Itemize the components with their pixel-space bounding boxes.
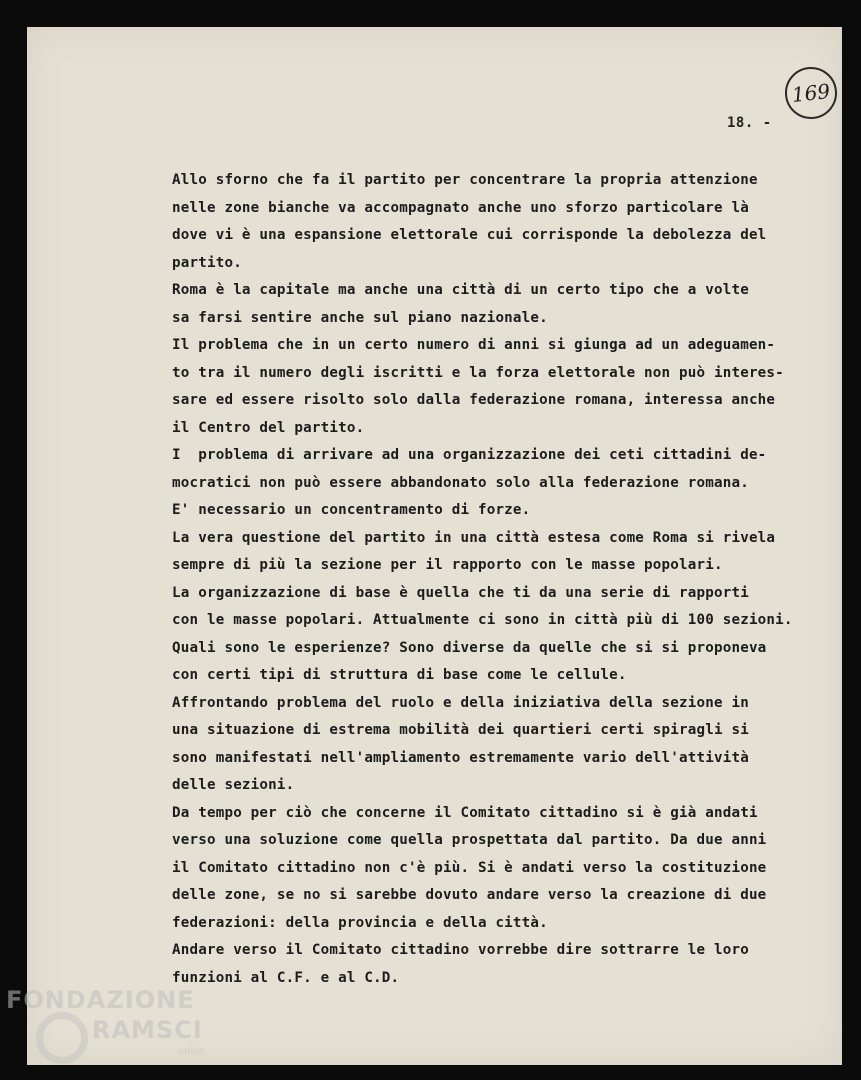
text-line: La vera questione del partito in una città estesa come Roma si rivela bbox=[172, 529, 776, 546]
text-line: La organizzazione di base è quella che ti da una serie di rapporti bbox=[172, 584, 749, 601]
text-line: partito. bbox=[172, 254, 242, 271]
watermark-bottom-text: RAMSCI bbox=[92, 1016, 203, 1044]
text-line: federazioni: della provincia e della città. bbox=[172, 914, 548, 931]
watermark-top-text: FONDAZIONE bbox=[6, 986, 195, 1014]
text-line: nelle zone bianche va accompagnato anche uno sforzo particolare là bbox=[172, 199, 749, 216]
text-line: delle sezioni. bbox=[172, 777, 295, 793]
text-line: con le masse popolari. Attualmente ci sono in città più di 100 sezioni. bbox=[172, 612, 793, 628]
text-line: Da tempo per ciò che concerne il Comitato cittadino si è già andati bbox=[172, 804, 758, 821]
page-number: 18. - bbox=[727, 115, 772, 131]
text-line: Il problema che in un certo numero di anni si giunga ad un adeguamen- bbox=[172, 337, 776, 353]
g-logo-icon bbox=[36, 1012, 88, 1064]
text-line: sempre di più la sezione per il rapporto con le masse popolari. bbox=[172, 557, 723, 573]
text-line: Allo sforno che fa il partito per concentrare la propria attenzione bbox=[172, 172, 758, 188]
text-line: una situazione di estrema mobilità dei quartieri certi spiragli si bbox=[172, 722, 749, 738]
text-line: mocratici non può essere abbandonato solo alla federazione romana. bbox=[172, 474, 749, 491]
text-line: to tra il numero degli iscritti e la forza elettorale non può interes- bbox=[172, 364, 784, 381]
text-line: funzioni al C.F. e al C.D. bbox=[172, 969, 400, 986]
text-line: Affrontando problema del ruolo e della iniziativa della sezione in bbox=[172, 694, 749, 711]
text-line: il Centro del partito. bbox=[172, 419, 365, 436]
text-line: sare ed essere risolto solo dalla federazione romana, interessa anche bbox=[172, 392, 776, 408]
typewritten-body bbox=[172, 167, 852, 992]
text-line: dove vi è una espansione elettorale cui corrisponde la debolezza del bbox=[172, 227, 767, 243]
text-line: sa farsi sentire anche sul piano nazionale. bbox=[172, 309, 548, 326]
document-page bbox=[27, 27, 842, 1065]
archive-number-stamp: 169 bbox=[782, 64, 839, 121]
text-line: con certi tipi di struttura di base come le cellule. bbox=[172, 667, 627, 683]
text-line: il Comitato cittadino non c'è più. Si è andati verso la costituzione bbox=[172, 859, 767, 876]
text-line: sono manifestati nell'ampliamento estremamente vario dell'attività bbox=[172, 749, 749, 766]
text-line: verso una soluzione come quella prospettata dal partito. Da due anni bbox=[172, 832, 767, 848]
text-line: I problema di arrivare ad una organizzazione dei ceti cittadini de- bbox=[172, 447, 767, 463]
text-line: Roma è la capitale ma anche una città di un certo tipo che a volte bbox=[172, 282, 749, 298]
text-line: delle zone, se no si sarebbe dovuto andare verso la creazione di due bbox=[172, 887, 767, 903]
fondazione-gramsci-watermark bbox=[6, 986, 236, 1076]
watermark-sub-text: onlus bbox=[178, 1046, 205, 1057]
text-line: Andare verso il Comitato cittadino vorrebbe dire sottrarre le loro bbox=[172, 942, 749, 958]
text-line: Quali sono le esperienze? Sono diverse da quelle che si si proponeva bbox=[172, 639, 767, 656]
text-line: E' necessario un concentramento di forze. bbox=[172, 502, 531, 518]
